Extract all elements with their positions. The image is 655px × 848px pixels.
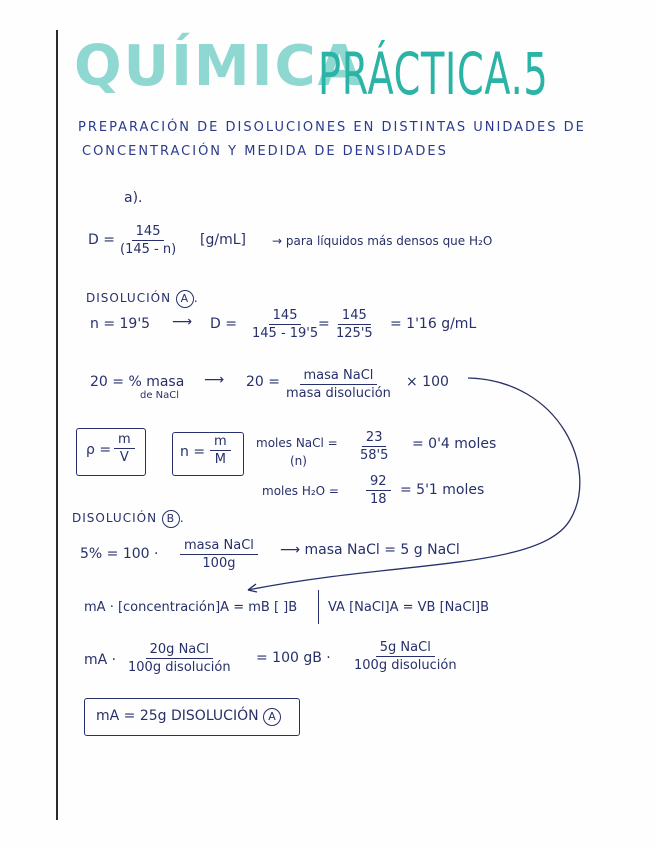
rho-num: m <box>114 432 135 449</box>
n-arrow: ⟶ <box>172 314 193 330</box>
calc-num-1: 20g NaCl <box>146 642 213 659</box>
n-value: n = 19'5 <box>90 316 151 332</box>
answer-letter: A <box>263 708 281 726</box>
moles-h2o-den: 18 <box>370 492 387 507</box>
calc-den-2: 100g disolución <box>354 658 457 673</box>
d-result: = 1'16 g/mL <box>390 316 477 332</box>
density-note: → para líquidos más densos que H₂O <box>272 234 493 248</box>
pct-a-arrow: ⟶ <box>204 372 225 388</box>
moles-nacl-label: moles NaCl = <box>256 436 338 450</box>
moles-nacl-result: = 0'4 moles <box>412 436 497 452</box>
d-fraction-2-den: 125'5 <box>336 326 373 341</box>
d-fraction-2-num: 145 <box>338 308 371 325</box>
disolucion-b-letter: B <box>162 510 180 528</box>
disolucion-a-letter: A <box>176 290 194 308</box>
moles-nacl-sub: (n) <box>290 454 307 468</box>
pct-b-num: masa NaCl <box>180 538 258 555</box>
calc-mid: = 100 gB · <box>256 650 331 666</box>
title-practica: PRÁCTICA.5 <box>318 40 549 108</box>
disolucion-b-text: DISOLUCIÓN <box>72 511 158 525</box>
d-lhs: D = <box>210 316 237 332</box>
density-lhs: D = <box>88 232 115 248</box>
d-fraction-1-num: 145 <box>269 308 302 325</box>
pct-b-lhs: 5% = 100 · <box>80 546 159 562</box>
moles-h2o-num: 92 <box>366 474 391 491</box>
pct-b-result: ⟶ masa NaCl = 5 g NaCl <box>280 542 460 558</box>
calc-lhs: mA · <box>84 652 117 668</box>
n-den: M <box>214 452 226 467</box>
moles-h2o-label: moles H₂O = <box>262 484 339 498</box>
pct-a-times: × 100 <box>406 374 449 390</box>
calc-num-2: 5g NaCl <box>376 640 435 657</box>
rho-lhs: ρ = <box>86 442 112 458</box>
pct-b-den: 100g <box>202 556 236 571</box>
volume-equation: VA [NaCl]A = VB [NaCl]B <box>328 600 490 615</box>
subtitle-line2: CONCENTRACIÓN Y MEDIDA DE DENSIDADES <box>82 144 448 159</box>
n-num: m <box>210 434 231 451</box>
density-num: 145 <box>132 224 165 241</box>
moles-nacl-den: 58'5 <box>360 448 389 463</box>
balance-equation: mA · [concentración]A = mB [ ]B <box>84 600 298 615</box>
moles-nacl-num: 23 <box>362 430 387 447</box>
d-equals: = <box>318 316 330 332</box>
density-den: (145 - n) <box>120 242 177 257</box>
pct-a-num: masa NaCl <box>300 368 378 385</box>
pct-a-lhs: 20 = % masa <box>90 374 185 390</box>
rho-den: V <box>119 450 129 465</box>
pct-a-den: masa disolución <box>286 386 391 401</box>
pct-a-eq: 20 = <box>246 374 280 390</box>
disolucion-a-text: DISOLUCIÓN <box>86 291 172 305</box>
n-lhs: n = <box>180 444 206 460</box>
disolucion-a-heading: DISOLUCIÓN A . <box>86 290 199 308</box>
title-quimica: QUÍMICA <box>74 34 363 99</box>
subtitle-line1: PREPARACIÓN DE DISOLUCIONES EN DISTINTAS UNIDADES DE <box>78 120 586 135</box>
connector-arc-path <box>248 378 580 590</box>
density-units: [g/mL] <box>200 232 246 248</box>
d-fraction-1-den: 145 - 19'5 <box>252 326 319 341</box>
pct-a-sub: de NaCl <box>140 390 180 401</box>
calc-den-1: 100g disolución <box>128 660 231 675</box>
moles-h2o-result: = 5'1 moles <box>400 482 485 498</box>
section-a-label: a). <box>124 190 143 206</box>
disolucion-b-heading: DISOLUCIÓN B . <box>72 510 185 528</box>
answer-text: mA = 25g DISOLUCIÓN <box>96 708 259 724</box>
